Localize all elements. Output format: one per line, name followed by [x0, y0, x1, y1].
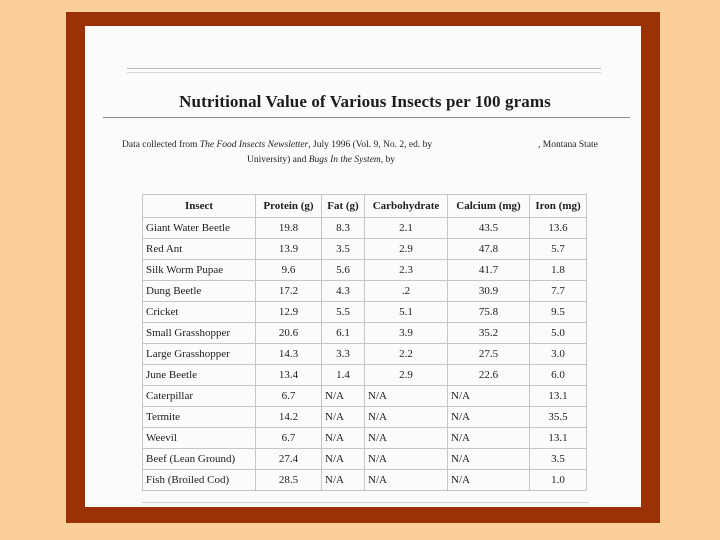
value-cell: 2.1	[365, 218, 448, 239]
value-cell: 75.8	[448, 302, 530, 323]
insect-name-cell: Cricket	[143, 302, 256, 323]
insect-name-cell: Termite	[143, 407, 256, 428]
value-cell: 35.2	[448, 323, 530, 344]
table-row	[143, 218, 587, 239]
value-cell: 3.5	[322, 239, 365, 260]
table-row	[143, 365, 587, 386]
col-header-insect: Insect	[143, 195, 256, 218]
table-row	[143, 302, 587, 323]
title-rule	[103, 117, 630, 118]
insect-name-cell: Giant Water Beetle	[143, 218, 256, 239]
value-cell: 3.3	[322, 344, 365, 365]
brown-frame	[66, 12, 660, 523]
value-cell: N/A	[365, 449, 448, 470]
value-cell: N/A	[448, 407, 530, 428]
table-row	[143, 407, 587, 428]
col-header-fat: Fat (g)	[322, 195, 365, 218]
insect-name-cell: Large Grasshopper	[143, 344, 256, 365]
value-cell: 13.6	[530, 218, 587, 239]
insect-name-cell: June Beetle	[143, 365, 256, 386]
value-cell: 4.3	[322, 281, 365, 302]
value-cell: N/A	[365, 428, 448, 449]
table-row	[143, 344, 587, 365]
top-rule	[127, 68, 601, 69]
credit-line-1: Data collected from The Food Insects Newsletter, July 1996 (Vol. 9, No. 2, ed. by	[122, 140, 433, 150]
value-cell: 28.5	[256, 470, 322, 491]
insect-name-cell: Small Grasshopper	[143, 323, 256, 344]
scanned-document	[85, 26, 641, 507]
value-cell: 47.8	[448, 239, 530, 260]
source-newsletter: The Food Insects Newsletter	[199, 140, 309, 150]
value-cell: 5.0	[530, 323, 587, 344]
value-cell: 9.5	[530, 302, 587, 323]
value-cell: 13.1	[530, 386, 587, 407]
value-cell: 22.6	[448, 365, 530, 386]
value-cell: 6.1	[322, 323, 365, 344]
credit-line-2: University) and Bugs In the System, by	[247, 155, 396, 165]
insect-name-cell: Caterpillar	[143, 386, 256, 407]
table-row	[143, 449, 587, 470]
value-cell: 5.7	[530, 239, 587, 260]
value-cell: 1.4	[322, 365, 365, 386]
value-cell: 9.6	[256, 260, 322, 281]
value-cell: 27.4	[256, 449, 322, 470]
value-cell: 35.5	[530, 407, 587, 428]
insect-name-cell: Red Ant	[143, 239, 256, 260]
value-cell: 7.7	[530, 281, 587, 302]
value-cell: N/A	[448, 470, 530, 491]
value-cell: 3.5	[530, 449, 587, 470]
value-cell: 30.9	[448, 281, 530, 302]
credit-affiliation: , Montana State	[538, 140, 598, 150]
value-cell: 1.0	[530, 470, 587, 491]
value-cell: 5.5	[322, 302, 365, 323]
value-cell: 2.9	[365, 239, 448, 260]
value-cell: 2.3	[365, 260, 448, 281]
nutrition-table	[142, 194, 587, 491]
value-cell: 13.4	[256, 365, 322, 386]
value-cell: 6.7	[256, 428, 322, 449]
value-cell: 12.9	[256, 302, 322, 323]
table-row	[143, 428, 587, 449]
value-cell: 6.0	[530, 365, 587, 386]
value-cell: 43.5	[448, 218, 530, 239]
value-cell: 20.6	[256, 323, 322, 344]
source-book: Bugs In the System	[308, 155, 381, 165]
value-cell: 17.2	[256, 281, 322, 302]
insect-name-cell: Beef (Lean Ground)	[143, 449, 256, 470]
value-cell: 13.9	[256, 239, 322, 260]
value-cell: 5.1	[365, 302, 448, 323]
value-cell: 14.3	[256, 344, 322, 365]
value-cell: N/A	[365, 470, 448, 491]
table-row	[143, 470, 587, 491]
top-rule-2	[127, 72, 601, 73]
value-cell: N/A	[365, 386, 448, 407]
value-cell: 3.9	[365, 323, 448, 344]
value-cell: 3.0	[530, 344, 587, 365]
value-cell: 2.2	[365, 344, 448, 365]
table-row	[143, 260, 587, 281]
value-cell: N/A	[448, 449, 530, 470]
col-header-iron: Iron (mg)	[530, 195, 587, 218]
value-cell: 8.3	[322, 218, 365, 239]
value-cell: 2.9	[365, 365, 448, 386]
value-cell: 14.2	[256, 407, 322, 428]
value-cell: 1.8	[530, 260, 587, 281]
table-row	[143, 386, 587, 407]
table-body	[143, 218, 587, 491]
table-header-row	[143, 195, 587, 218]
table-row	[143, 239, 587, 260]
insect-name-cell: Fish (Broiled Cod)	[143, 470, 256, 491]
value-cell: N/A	[322, 386, 365, 407]
value-cell: 13.1	[530, 428, 587, 449]
value-cell: N/A	[322, 449, 365, 470]
value-cell: 27.5	[448, 344, 530, 365]
value-cell: 19.8	[256, 218, 322, 239]
col-header-carbohydrate: Carbohydrate	[365, 195, 448, 218]
col-header-calcium: Calcium (mg)	[448, 195, 530, 218]
value-cell: 5.6	[322, 260, 365, 281]
bottom-rule	[142, 502, 589, 503]
value-cell: N/A	[322, 428, 365, 449]
page-title: Nutritional Value of Various Insects per 100 grams	[179, 92, 551, 111]
value-cell: 6.7	[256, 386, 322, 407]
insect-name-cell: Weevil	[143, 428, 256, 449]
table-row	[143, 323, 587, 344]
value-cell: N/A	[448, 428, 530, 449]
value-cell: N/A	[322, 407, 365, 428]
col-header-protein: Protein (g)	[256, 195, 322, 218]
table-row	[143, 281, 587, 302]
insect-name-cell: Silk Worm Pupae	[143, 260, 256, 281]
value-cell: N/A	[448, 386, 530, 407]
value-cell: N/A	[365, 407, 448, 428]
insect-name-cell: Dung Beetle	[143, 281, 256, 302]
value-cell: 41.7	[448, 260, 530, 281]
value-cell: .2	[365, 281, 448, 302]
value-cell: N/A	[322, 470, 365, 491]
